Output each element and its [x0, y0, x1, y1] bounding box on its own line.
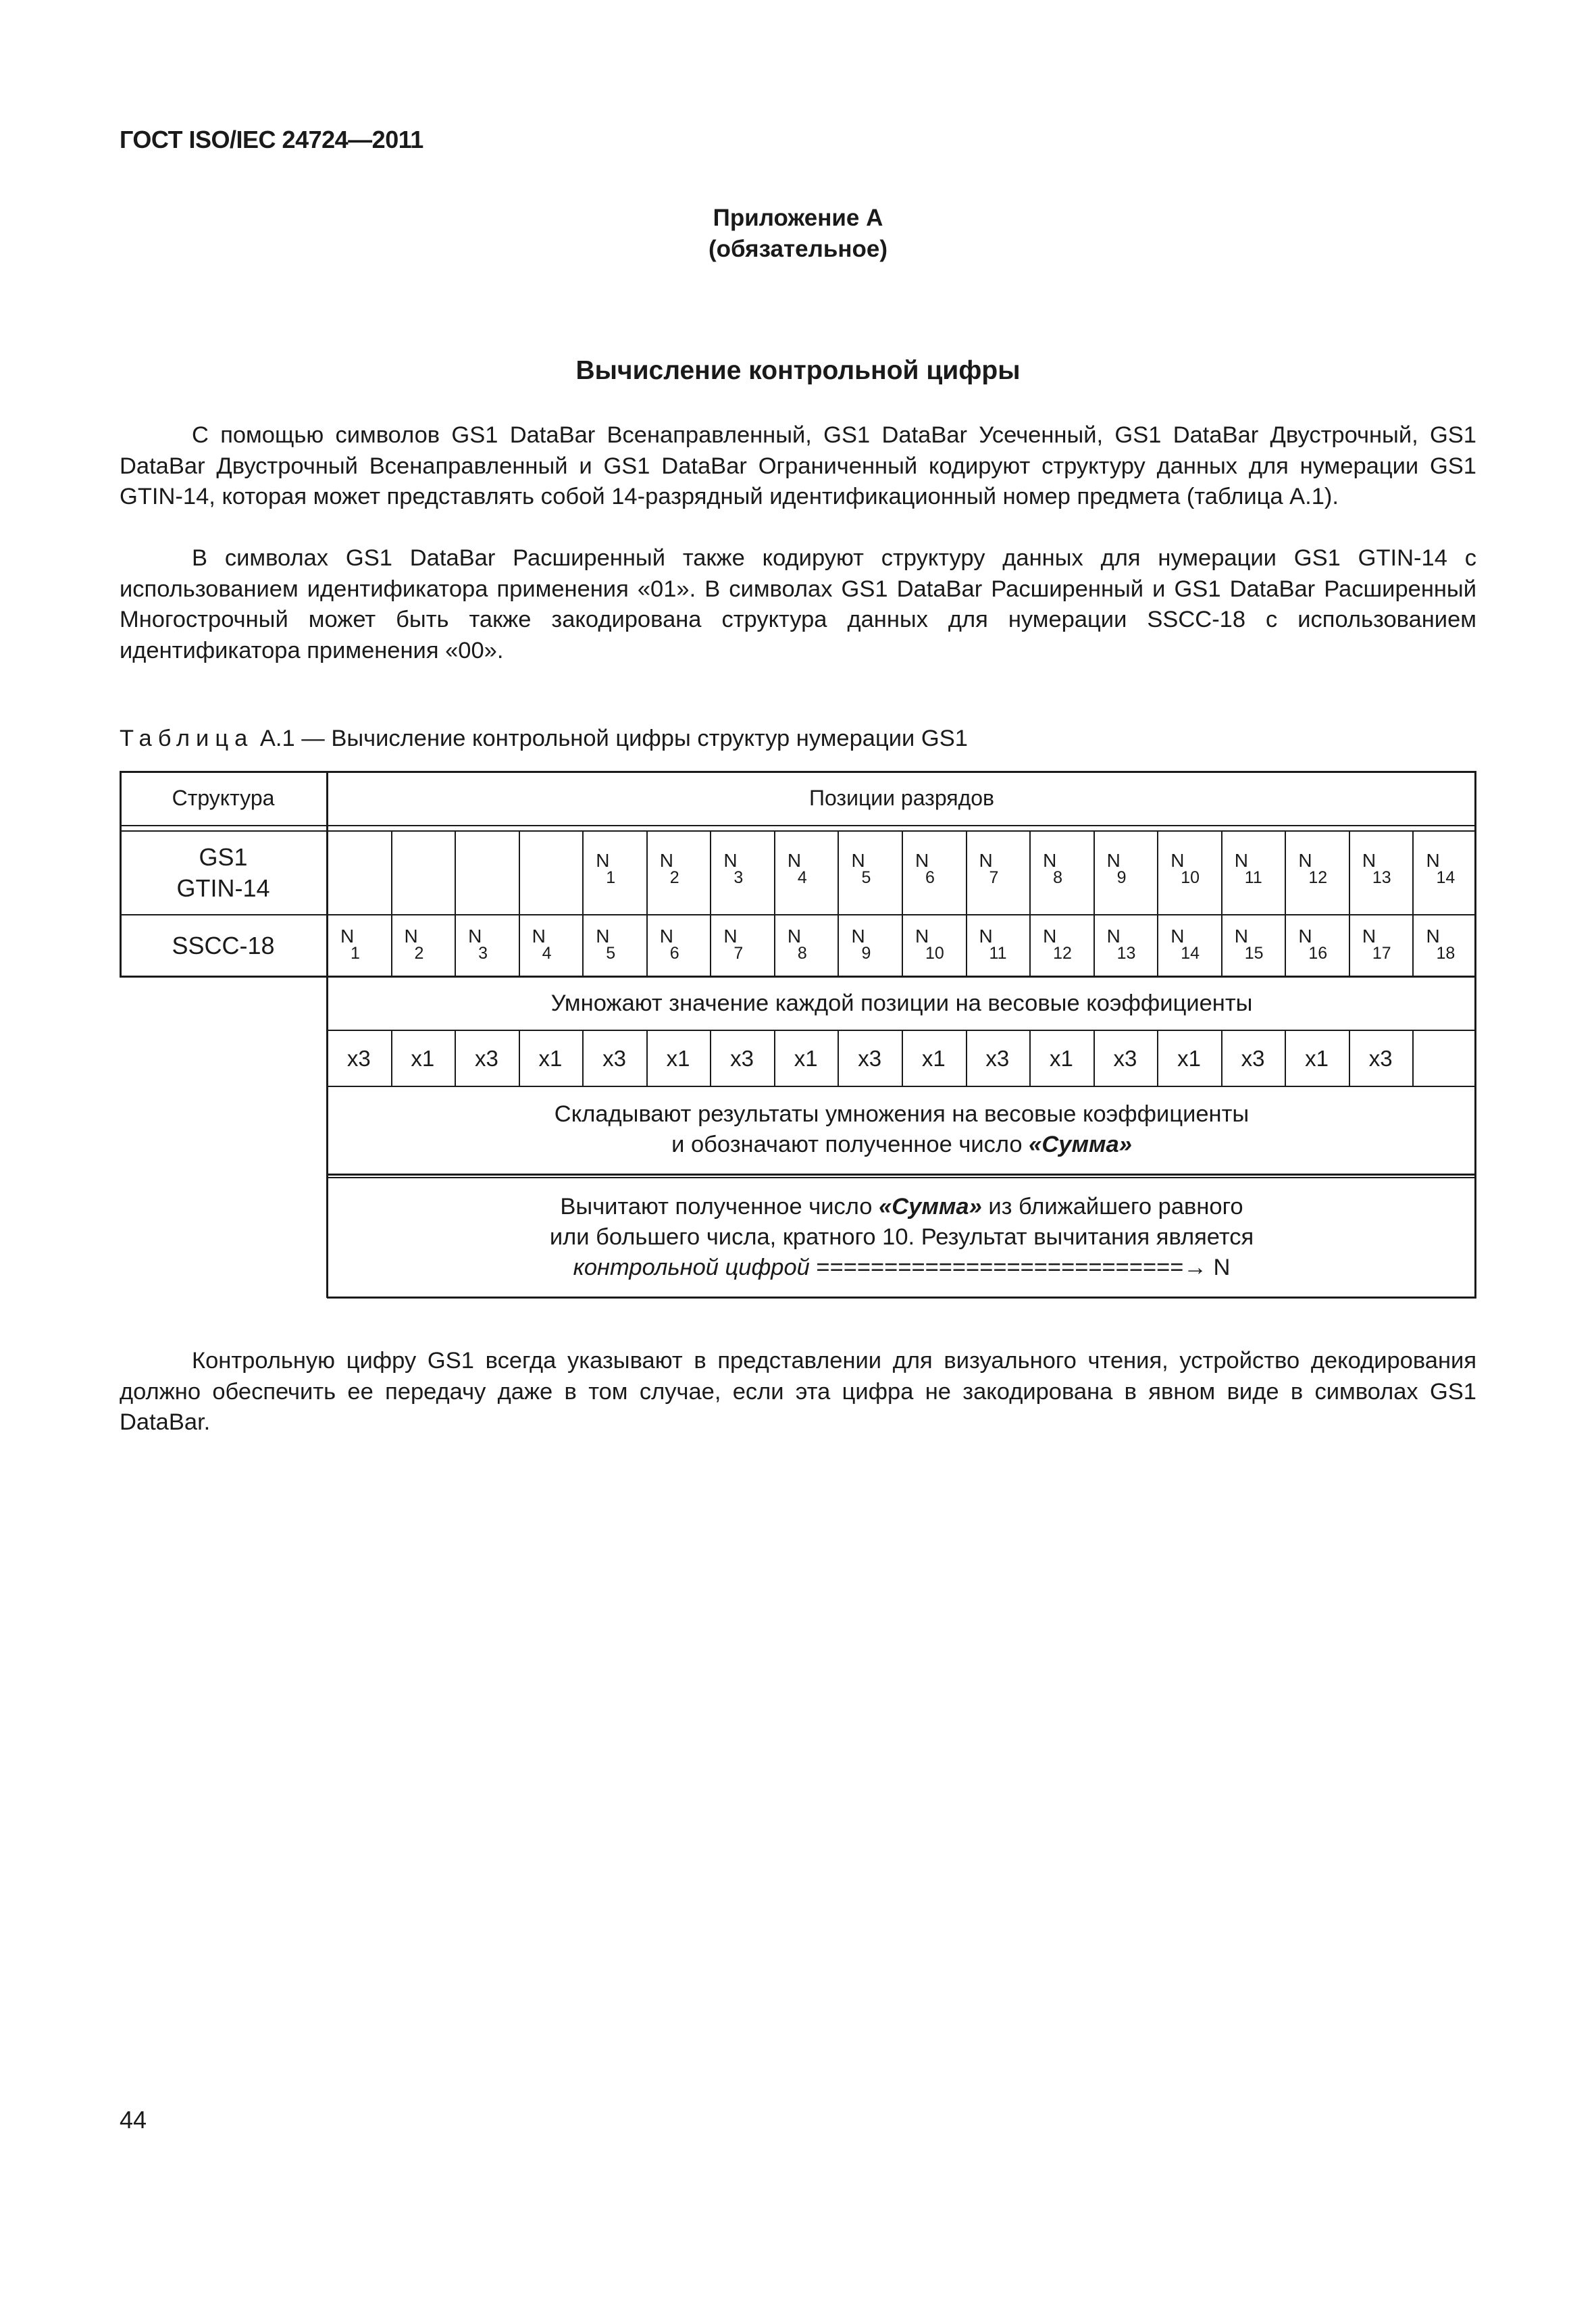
gtin-position-cell: [1285, 841, 1349, 915]
annex-label: Приложение А: [713, 205, 883, 231]
n-symbol: N: [787, 850, 802, 871]
n-subscript: 9: [1116, 868, 1127, 887]
gtin-position-cell: [902, 841, 966, 915]
n-subscript: 12: [1053, 944, 1072, 963]
structure-gtin-line1: GS1: [199, 843, 248, 871]
sscc-position-cell: [646, 917, 711, 976]
gtin-position-cell: [966, 841, 1030, 915]
n-symbol: N: [1426, 850, 1440, 871]
check-digit-arrow: ===========================→ N: [809, 1255, 1231, 1280]
n-symbol: N: [1234, 926, 1248, 947]
sum-instruction: [327, 1086, 1476, 1173]
n-subscript: 6: [925, 868, 935, 887]
sscc-position-cell: [966, 917, 1030, 976]
n-subscript: 9: [861, 944, 871, 963]
subtract-line-1: [560, 1192, 1243, 1222]
sscc-position-cell: [1157, 917, 1221, 976]
n-symbol: N: [596, 850, 610, 871]
n-subscript: 11: [1244, 868, 1262, 887]
n-symbol: N: [851, 926, 865, 947]
weight-cell: x3: [1368, 1046, 1393, 1071]
n-symbol: N: [1106, 850, 1121, 871]
weight-cell: x3: [1241, 1046, 1265, 1071]
subtract-line-2: или большего числа, кратного 10. Результат вычитания является: [549, 1224, 1254, 1250]
n-symbol: N: [915, 926, 929, 947]
section-title: Вычисление контрольной цифры: [575, 356, 1021, 385]
weight-cell: x1: [1305, 1046, 1329, 1071]
n-subscript: 14: [1181, 944, 1200, 963]
n-symbol: N: [979, 926, 993, 947]
row-rule-sum-1: [327, 1174, 1476, 1176]
weight-cell: x1: [794, 1046, 818, 1071]
table-caption-label: Таблица: [120, 726, 254, 751]
n-symbol: N: [1170, 926, 1185, 947]
sscc-position-cell: [455, 917, 519, 976]
gtin-position-cell: [519, 841, 583, 915]
header-structure: Структура: [172, 785, 275, 810]
sscc-position-cell: [1285, 917, 1349, 976]
row-rule-sum-2: [327, 1177, 1476, 1178]
n-subscript: 18: [1436, 944, 1456, 963]
gtin-position-cell: [1412, 841, 1476, 915]
weight-cell: x1: [921, 1046, 946, 1071]
weight-cell: x1: [666, 1046, 690, 1071]
gtin-position-cell: [327, 841, 391, 915]
n-symbol: N: [1298, 850, 1312, 871]
n-subscript: 4: [542, 944, 552, 963]
sum-line-2-text: и обозначают полученное число: [671, 1132, 1029, 1157]
subtract-line-1-a: Вычитают полученное число: [560, 1194, 879, 1219]
n-subscript: 3: [733, 868, 744, 887]
n-symbol: N: [1234, 850, 1248, 871]
n-symbol: N: [1298, 926, 1312, 947]
weight-cell: [1412, 1031, 1476, 1086]
n-subscript: 4: [797, 868, 807, 887]
check-digit-table: [120, 771, 1476, 1298]
n-subscript: 11: [989, 944, 1007, 963]
subtract-line-1-b: из ближайшего равного: [981, 1194, 1243, 1219]
n-subscript: 3: [478, 944, 488, 963]
n-subscript: 16: [1308, 944, 1328, 963]
n-symbol: N: [532, 926, 546, 947]
n-symbol: N: [1362, 850, 1376, 871]
weight-cell: x1: [1049, 1046, 1073, 1071]
n-symbol: N: [1043, 926, 1057, 947]
n-symbol: N: [596, 926, 610, 947]
weight-cell: x3: [602, 1046, 626, 1071]
paragraph-2: В символах GS1 DataBar Расширенный также кодируют структуру данных для нумерации GS1 GTIN-14 с использованием идентификатора применения «01». В символах GS1 DataBar Расширенный и GS1 DataBar Расширенный Многострочный может быть также закодирована структура данных для нумерации SSCC-18 с использованием идентификатора применения «00».: [120, 545, 1476, 663]
n-subscript: 7: [989, 868, 999, 887]
gtin-position-cell: [1093, 841, 1158, 915]
n-subscript: 13: [1372, 868, 1391, 887]
sum-term: «Сумма»: [1029, 1132, 1132, 1157]
sscc-position-cell: [1412, 917, 1476, 976]
n-symbol: N: [851, 850, 865, 871]
structure-sscc-18: SSCC-18: [172, 931, 275, 959]
sscc-position-cell: [519, 917, 583, 976]
sscc-position-cell: [774, 917, 838, 976]
weight-cell: x3: [730, 1046, 754, 1071]
subtract-line-3: [573, 1253, 1231, 1283]
weight-cell: x3: [858, 1046, 882, 1071]
table-caption: [120, 726, 968, 752]
sscc-position-cell: [327, 917, 391, 976]
n-subscript: 14: [1436, 868, 1456, 887]
table-caption-text: А.1 — Вычисление контрольной цифры структур нумерации GS1: [259, 726, 968, 751]
n-subscript: 5: [606, 944, 616, 963]
n-symbol: N: [787, 926, 802, 947]
n-subscript: 10: [1181, 868, 1200, 887]
header-rule-1: [120, 825, 1476, 826]
sum-line-1: Складывают результаты умножения на весовые коэффициенты: [554, 1101, 1250, 1127]
sscc-position-cell: [1221, 917, 1285, 976]
weight-cell: x3: [474, 1046, 498, 1071]
document-header: ГОСТ ISO/IEC 24724—2011: [120, 126, 423, 153]
n-subscript: 10: [925, 944, 944, 963]
gtin-position-cell: [774, 841, 838, 915]
header-rule-2: [120, 830, 1476, 832]
page-number: 44: [120, 2106, 147, 2134]
n-subscript: 7: [733, 944, 744, 963]
n-symbol: N: [468, 926, 482, 947]
n-subscript: 2: [669, 868, 679, 887]
gtin-position-cell: [391, 841, 455, 915]
check-digit-term: контрольной цифрой: [573, 1255, 810, 1280]
n-symbol: N: [1362, 926, 1376, 947]
sum-line-2: [671, 1130, 1132, 1160]
n-subscript: 17: [1372, 944, 1391, 963]
paragraph-3: Контрольную цифру GS1 всегда указывают в представлении для визуального чтения, устройство декодирования должно обеспечить ее передачу даже в том случае, если эта цифра не закодирована в явном виде в символах GS1 DataBar.: [120, 1348, 1476, 1435]
gtin-position-cell: [1157, 841, 1221, 915]
annex-status: (обязательное): [708, 236, 887, 262]
gtin-position-cell: [455, 841, 519, 915]
n-symbol: N: [659, 926, 673, 947]
weight-cell: x3: [346, 1046, 371, 1071]
n-symbol: N: [659, 850, 673, 871]
weight-cell: x1: [538, 1046, 563, 1071]
sscc-position-cell: [710, 917, 774, 976]
gtin-position-cell: [1029, 841, 1093, 915]
sscc-position-cell: [1349, 917, 1413, 976]
n-subscript: 1: [351, 944, 360, 963]
weight-cell: x1: [1177, 1046, 1201, 1071]
n-symbol: N: [1043, 850, 1057, 871]
n-symbol: N: [1106, 926, 1121, 947]
n-symbol: N: [723, 926, 738, 947]
sscc-position-cell: [1093, 917, 1158, 976]
sscc-position-cell: [838, 917, 902, 976]
gtin-position-cell: [1221, 841, 1285, 915]
n-subscript: 8: [797, 944, 807, 963]
weight-cell: x3: [1113, 1046, 1137, 1071]
annex-title: [0, 203, 1596, 265]
weight-cell: x3: [985, 1046, 1010, 1071]
gtin-position-cell: [1349, 841, 1413, 915]
subtract-instruction: [327, 1177, 1476, 1298]
n-symbol: N: [340, 926, 355, 947]
table-bottom-border: [327, 1297, 1476, 1299]
gtin-position-cell: [838, 841, 902, 915]
n-subscript: 1: [606, 868, 616, 887]
n-subscript: 8: [1053, 868, 1063, 887]
gtin-position-cell: [646, 841, 711, 915]
sscc-position-cell: [391, 917, 455, 976]
n-subscript: 2: [414, 944, 424, 963]
n-subscript: 12: [1308, 868, 1328, 887]
multiply-instruction: Умножают значение каждой позиции на весовые коэффициенты: [550, 990, 1253, 1016]
subtract-sum-term: «Сумма»: [879, 1194, 982, 1219]
sscc-position-cell: [902, 917, 966, 976]
structure-gtin-14: [120, 831, 327, 915]
n-subscript: 6: [669, 944, 679, 963]
gtin-position-cell: [710, 841, 774, 915]
n-symbol: N: [723, 850, 738, 871]
n-symbol: N: [979, 850, 993, 871]
sscc-position-cell: [582, 917, 646, 976]
header-positions: Позиции разрядов: [808, 785, 995, 810]
n-symbol: N: [404, 926, 418, 947]
n-subscript: 5: [861, 868, 871, 887]
n-subscript: 13: [1116, 944, 1136, 963]
structure-gtin-line2: GTIN-14: [176, 874, 270, 902]
weight-cell: x1: [411, 1046, 435, 1071]
n-symbol: N: [1170, 850, 1185, 871]
n-symbol: N: [1426, 926, 1440, 947]
n-subscript: 15: [1244, 944, 1264, 963]
gtin-position-cell: [582, 841, 646, 915]
n-symbol: N: [915, 850, 929, 871]
paragraph-1: С помощью символов GS1 DataBar Всенаправленный, GS1 DataBar Усеченный, GS1 DataBar Двустрочный, GS1 DataBar Двустрочный Всенаправленный и GS1 DataBar Ограниченный кодируют структуру данных для нумерации GS1 GTIN-14, которая может представлять собой 14-разрядный идентификационный номер предмета (таблица А.1).: [120, 422, 1476, 509]
sscc-position-cell: [1029, 917, 1093, 976]
table-top-border: [120, 771, 1476, 773]
table-left-border: [120, 771, 122, 977]
